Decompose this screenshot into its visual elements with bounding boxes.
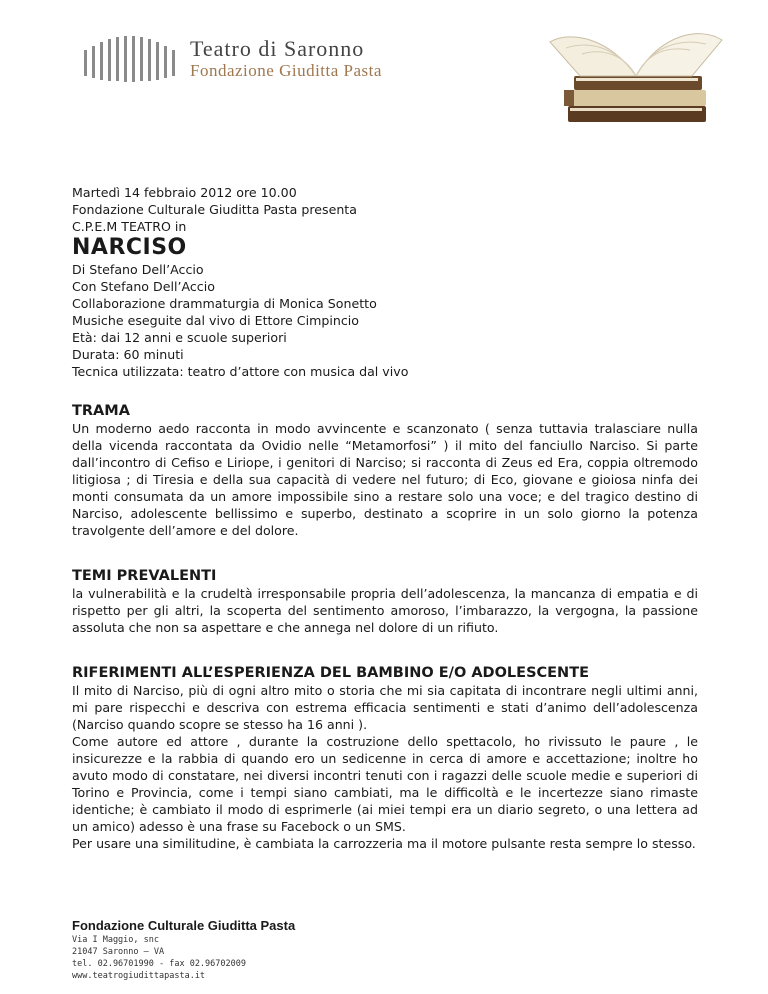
temi-text: la vulnerabilità e la crudeltà irresponsabile propria dell’adolescenza, la mancanza di empatia e di rispetto per gli altri, la scoperta del sentimento amoroso, l’imbarazzo, la vergogna, la passione assoluta che non sa aspettare e che annega nel dolore di un rifiuto. (72, 586, 698, 635)
riferimenti-heading: RIFERIMENTI ALL’ESPERIENZA DEL BAMBINO E/O ADOLESCENTE (72, 665, 589, 681)
event-company: C.P.E.M TEATRO in (72, 219, 187, 234)
detail-music: Musiche eseguite dal vivo di Ettore Cimpincio (72, 313, 359, 328)
footer-address: Via I Maggio, snc (72, 935, 159, 945)
trama-heading: TRAMA (72, 403, 130, 419)
temi-heading: TEMI PREVALENTI (72, 568, 217, 584)
detail-dramaturgy: Collaborazione drammaturgia di Monica Sonetto (72, 296, 377, 311)
event-sheet (72, 184, 698, 852)
riferimenti-paragraph: Per usare una similitudine, è cambiata la carrozzeria ma il motore pulsante resta sempre lo stesso. (72, 836, 696, 851)
detail-cast: Con Stefano Dell’Accio (72, 279, 215, 294)
event-presenter: Fondazione Culturale Giuditta Pasta presenta (72, 202, 357, 217)
detail-age: Età: dai 12 anni e scuole superiori (72, 330, 287, 345)
show-title: NARCISO (72, 235, 187, 260)
logo-title: Teatro di Saronno (190, 36, 365, 61)
detail-duration: Durata: 60 minuti (72, 347, 184, 362)
detail-technique: Tecnica utilizzata: teatro d’attore con musica dal vivo (72, 364, 409, 379)
footer-org: Fondazione Culturale Giuditta Pasta (72, 918, 296, 933)
riferimenti-paragraph: Come autore ed attore , durante la costruzione dello spettacolo, ho rivissuto le paure , le insicurezze e la rabbia di quando ero un sedicenne in cerca di amore e accettazione; inoltre ho avuto modo di constatare, nei diversi incontri tenuti con i ragazzi delle scuole medie e superiori di Torino e Provincia, come i tempi siano cambiati, ma le difficoltà e le incertezze siano rimaste identiche; è cambiato il modo di esprimerle (ai miei tempi era un diario segreto, o una lettera ad un amico) adesso è una frase su Facebock o un SMS. (72, 734, 698, 834)
logo-bars-icon (82, 34, 182, 84)
detail-author: Di Stefano Dell’Accio (72, 262, 204, 277)
riferimenti-paragraph: Il mito di Narciso, più di ogni altro mito o storia che mi sia capitata di incontrare negli ultimi anni, mi pare rispecchi e descriva con estrema efficacia sentimenti e stati d’animo dell’adolescenza (Narciso quando scopre se stesso ha 16 anni ). (72, 683, 698, 732)
books-illustration-icon (540, 18, 730, 130)
theatre-logo (82, 34, 412, 88)
trama-text: Un moderno aedo racconta in modo avvincente e scanzonato ( senza tuttavia tralasciare nulla della vicenda raccontata da Ovidio nelle “Metamorfosi” ) il mito del fanciullo Narciso. Si parte dall’incontro di Cefiso e Liriope, i genitori di Narciso; si racconta di Zeus ed Era, coppia oltremodo litigiosa ; di Tiresia e della sua capacità di vedere nel futuro; di Eco, giovane e gioiosa ninfa dei monti consumata da un amore impossibile sino a restare solo una voce; e del tragico destino di Narciso, adolescente bellissimo e superbo, destinato a scoprire in un solo giorno la potenza travolgente dell’amore e del dolore. (72, 421, 698, 538)
footer-website[interactable]: www.teatrogiudittapasta.it (72, 971, 206, 981)
footer-phone: tel. 02.96701990 - fax 02.96702009 (72, 959, 246, 969)
footer-city: 21047 Saronno – VA (72, 947, 165, 957)
logo-subtitle: Fondazione Giuditta Pasta (190, 61, 382, 80)
event-date: Martedì 14 febbraio 2012 ore 10.00 (72, 185, 297, 200)
footer (72, 918, 472, 982)
